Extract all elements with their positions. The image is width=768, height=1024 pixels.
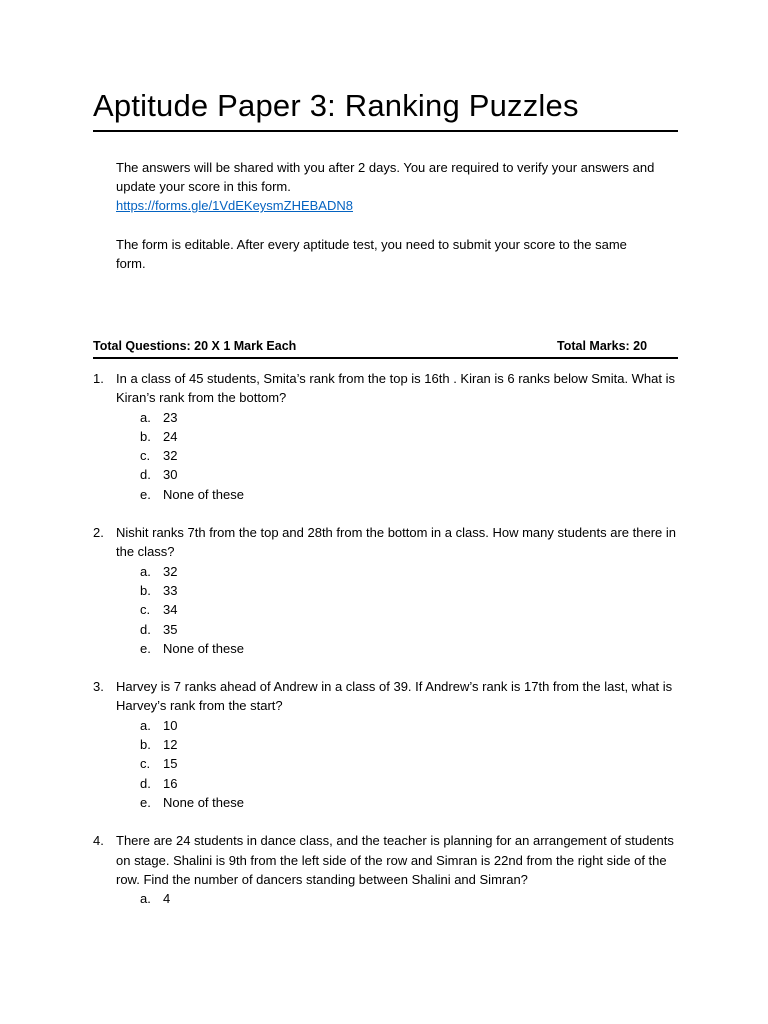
question-number: 2. [93,525,104,541]
question-number: 1. [93,371,104,386]
option-letter: a. [140,891,151,907]
question-item [93,523,678,658]
question-number: 4. [93,833,104,849]
question-text: Nishit ranks 7th from the top and 28th from the bottom in a class. How many students are there in the class? [116,525,676,560]
option-text: 35 [163,621,178,637]
option-item [116,581,678,600]
option-letter: e. [140,640,151,656]
option-text: None of these [163,640,244,656]
option-letter: d. [140,467,151,483]
total-questions-label: Total Questions: 20 X 1 Mark Each [93,339,297,353]
option-text: 32 [163,563,178,579]
question-item [93,677,678,812]
option-list [116,889,678,908]
question-item [93,369,678,504]
option-text: 16 [163,775,178,791]
option-text: 4 [163,891,171,907]
page-title: Aptitude Paper 3: Ranking Puzzles [93,88,579,123]
option-item [116,793,678,812]
option-item [116,485,678,504]
option-letter: b. [140,428,151,444]
option-letter: d. [140,621,151,637]
option-text: 32 [163,448,178,464]
intro-paragraph-2: The form is editable. After every aptitude test, you need to submit your score to the same form. [116,237,627,271]
option-letter: c. [140,602,151,618]
option-text: 24 [163,428,178,444]
option-item [116,408,678,427]
option-item [116,620,678,639]
question-text: In a class of 45 students, Smita’s rank from the top is 16th . Kiran is 6 ranks below Smita. What is Kiran’s rank from the bottom? [116,371,676,406]
option-item [116,889,678,908]
option-text: 12 [163,737,178,753]
intro-paragraph-1: The answers will be shared with you after 2 days. You are required to verify your answers and update your score in this form. [116,160,655,194]
option-item [116,735,678,754]
total-marks-label: Total Marks: 20 [557,339,648,353]
option-item [116,446,678,465]
option-text: None of these [163,486,244,502]
option-text: 15 [163,756,178,772]
option-text: 10 [163,717,178,733]
option-letter: d. [140,775,151,791]
option-item [116,562,678,581]
option-list [116,716,678,812]
option-letter: c. [140,448,151,464]
option-letter: e. [140,794,151,810]
option-text: None of these [163,794,244,810]
option-letter: c. [140,756,151,772]
option-list [116,408,678,504]
option-letter: a. [140,563,151,579]
option-item [116,716,678,735]
question-text: There are 24 students in dance class, and the teacher is planning for an arrangement of students on stage. Shalini is 9th from the left side of the row and Simran is 22nd from the right side of the row. Find the number of dancers standing between Shalini and Simran? [116,833,674,887]
option-item [116,774,678,793]
intro-block-2 [116,235,656,273]
option-item [116,427,678,446]
option-letter: a. [140,717,151,733]
question-item [93,831,678,908]
option-letter: a. [140,409,151,425]
option-item [116,465,678,484]
marks-divider [93,357,678,359]
option-text: 34 [163,602,178,618]
option-letter: b. [140,582,151,598]
intro-block [116,158,656,215]
title-divider [93,130,678,132]
option-text: 30 [163,467,178,483]
question-list [93,369,678,927]
option-text: 23 [163,409,178,425]
option-list [116,562,678,658]
option-item [116,754,678,773]
option-letter: e. [140,486,151,502]
option-text: 33 [163,582,178,598]
option-item [116,600,678,619]
question-text: Harvey is 7 ranks ahead of Andrew in a class of 39. If Andrew’s rank is 17th from the last, what is Harvey’s rank from the start? [116,679,673,714]
option-item [116,639,678,658]
form-link[interactable]: https://forms.gle/1VdEKeysmZHEBADN8 [116,198,353,213]
option-letter: b. [140,737,151,753]
question-number: 3. [93,679,104,695]
